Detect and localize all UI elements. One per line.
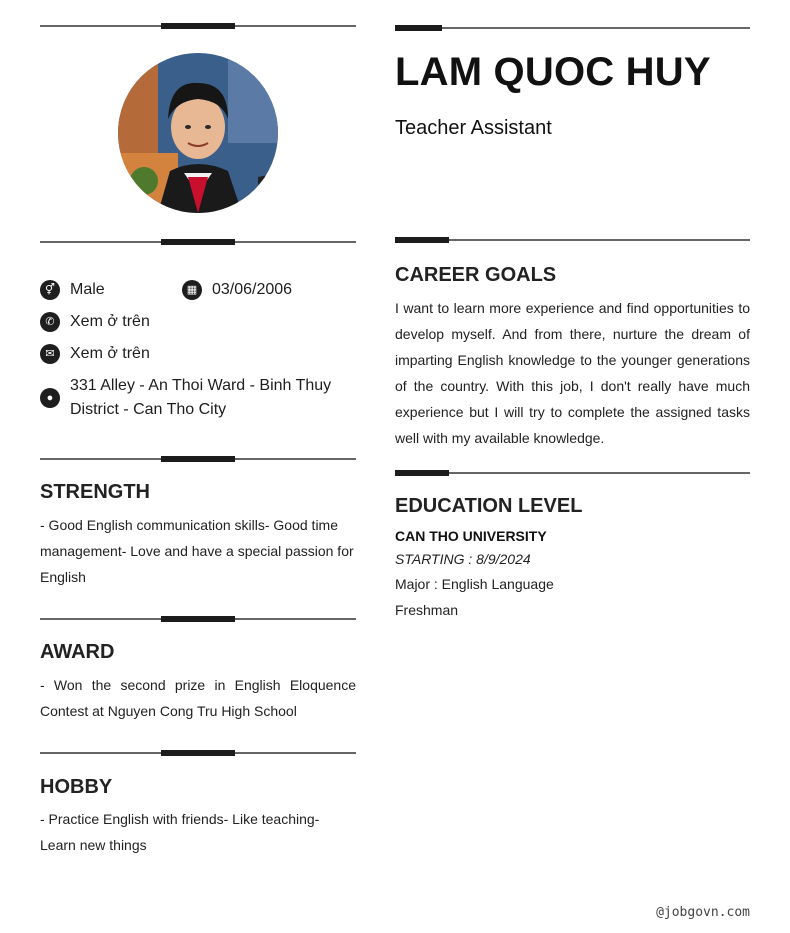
calendar-icon: ▦ xyxy=(182,280,202,300)
divider-above-education xyxy=(395,469,750,477)
job-position: Teacher Assistant xyxy=(395,117,552,139)
email-value: Xem ở trên xyxy=(70,345,150,362)
award-heading: AWARD xyxy=(40,641,115,663)
phone-value: Xem ở trên xyxy=(70,313,150,330)
strength-text: - Good English communication skills- Good time management- Love and have a special passion for English xyxy=(40,517,354,585)
location-pin-icon: ● xyxy=(40,388,60,408)
career-goals-heading: CAREER GOALS xyxy=(395,264,557,286)
divider-top-right xyxy=(395,24,750,32)
gender-icon: ⚥ xyxy=(40,280,60,300)
hobby-heading: HOBBY xyxy=(40,776,113,798)
education-start-date: STARTING : 8/9/2024 xyxy=(395,551,531,567)
career-goals-text: I want to learn more experience and find opportunities to develop myself. And from there, nurture the dream of imparting English knowledge to the younger generations of the country. With this job, I don't really have much experience but I will try to complete the assigned tasks well with my available knowledge. xyxy=(395,300,750,446)
profile-photo xyxy=(118,53,278,213)
watermark: @jobgovn.com xyxy=(656,905,750,920)
divider-above-strength xyxy=(40,455,356,463)
candidate-name: LAM QUOC HUY xyxy=(395,50,711,94)
address-value: 331 Alley - An Thoi Ward - Binh Thuy District - Can Tho City xyxy=(70,377,332,418)
divider-above-career xyxy=(395,236,750,244)
gender-value: Male xyxy=(70,281,105,298)
education-school: CAN THO UNIVERSITY xyxy=(395,528,547,544)
strength-heading: STRENGTH xyxy=(40,481,150,503)
phone-icon: ✆ xyxy=(40,312,60,332)
divider-above-hobby xyxy=(40,749,356,757)
birthday-value: 03/06/2006 xyxy=(212,281,293,298)
education-major: Major : English Language xyxy=(395,576,554,592)
education-year-level: Freshman xyxy=(395,602,459,618)
education-heading: EDUCATION LEVEL xyxy=(395,495,583,517)
hobby-text: - Practice English with friends- Like teaching- Learn new things xyxy=(40,811,320,853)
award-text: - Won the second prize in English Eloquence Contest at Nguyen Cong Tru High School xyxy=(40,677,356,719)
mail-icon: ✉ xyxy=(40,344,60,364)
divider-below-photo xyxy=(40,238,356,246)
divider-top-left xyxy=(40,22,356,30)
divider-above-award xyxy=(40,615,356,623)
